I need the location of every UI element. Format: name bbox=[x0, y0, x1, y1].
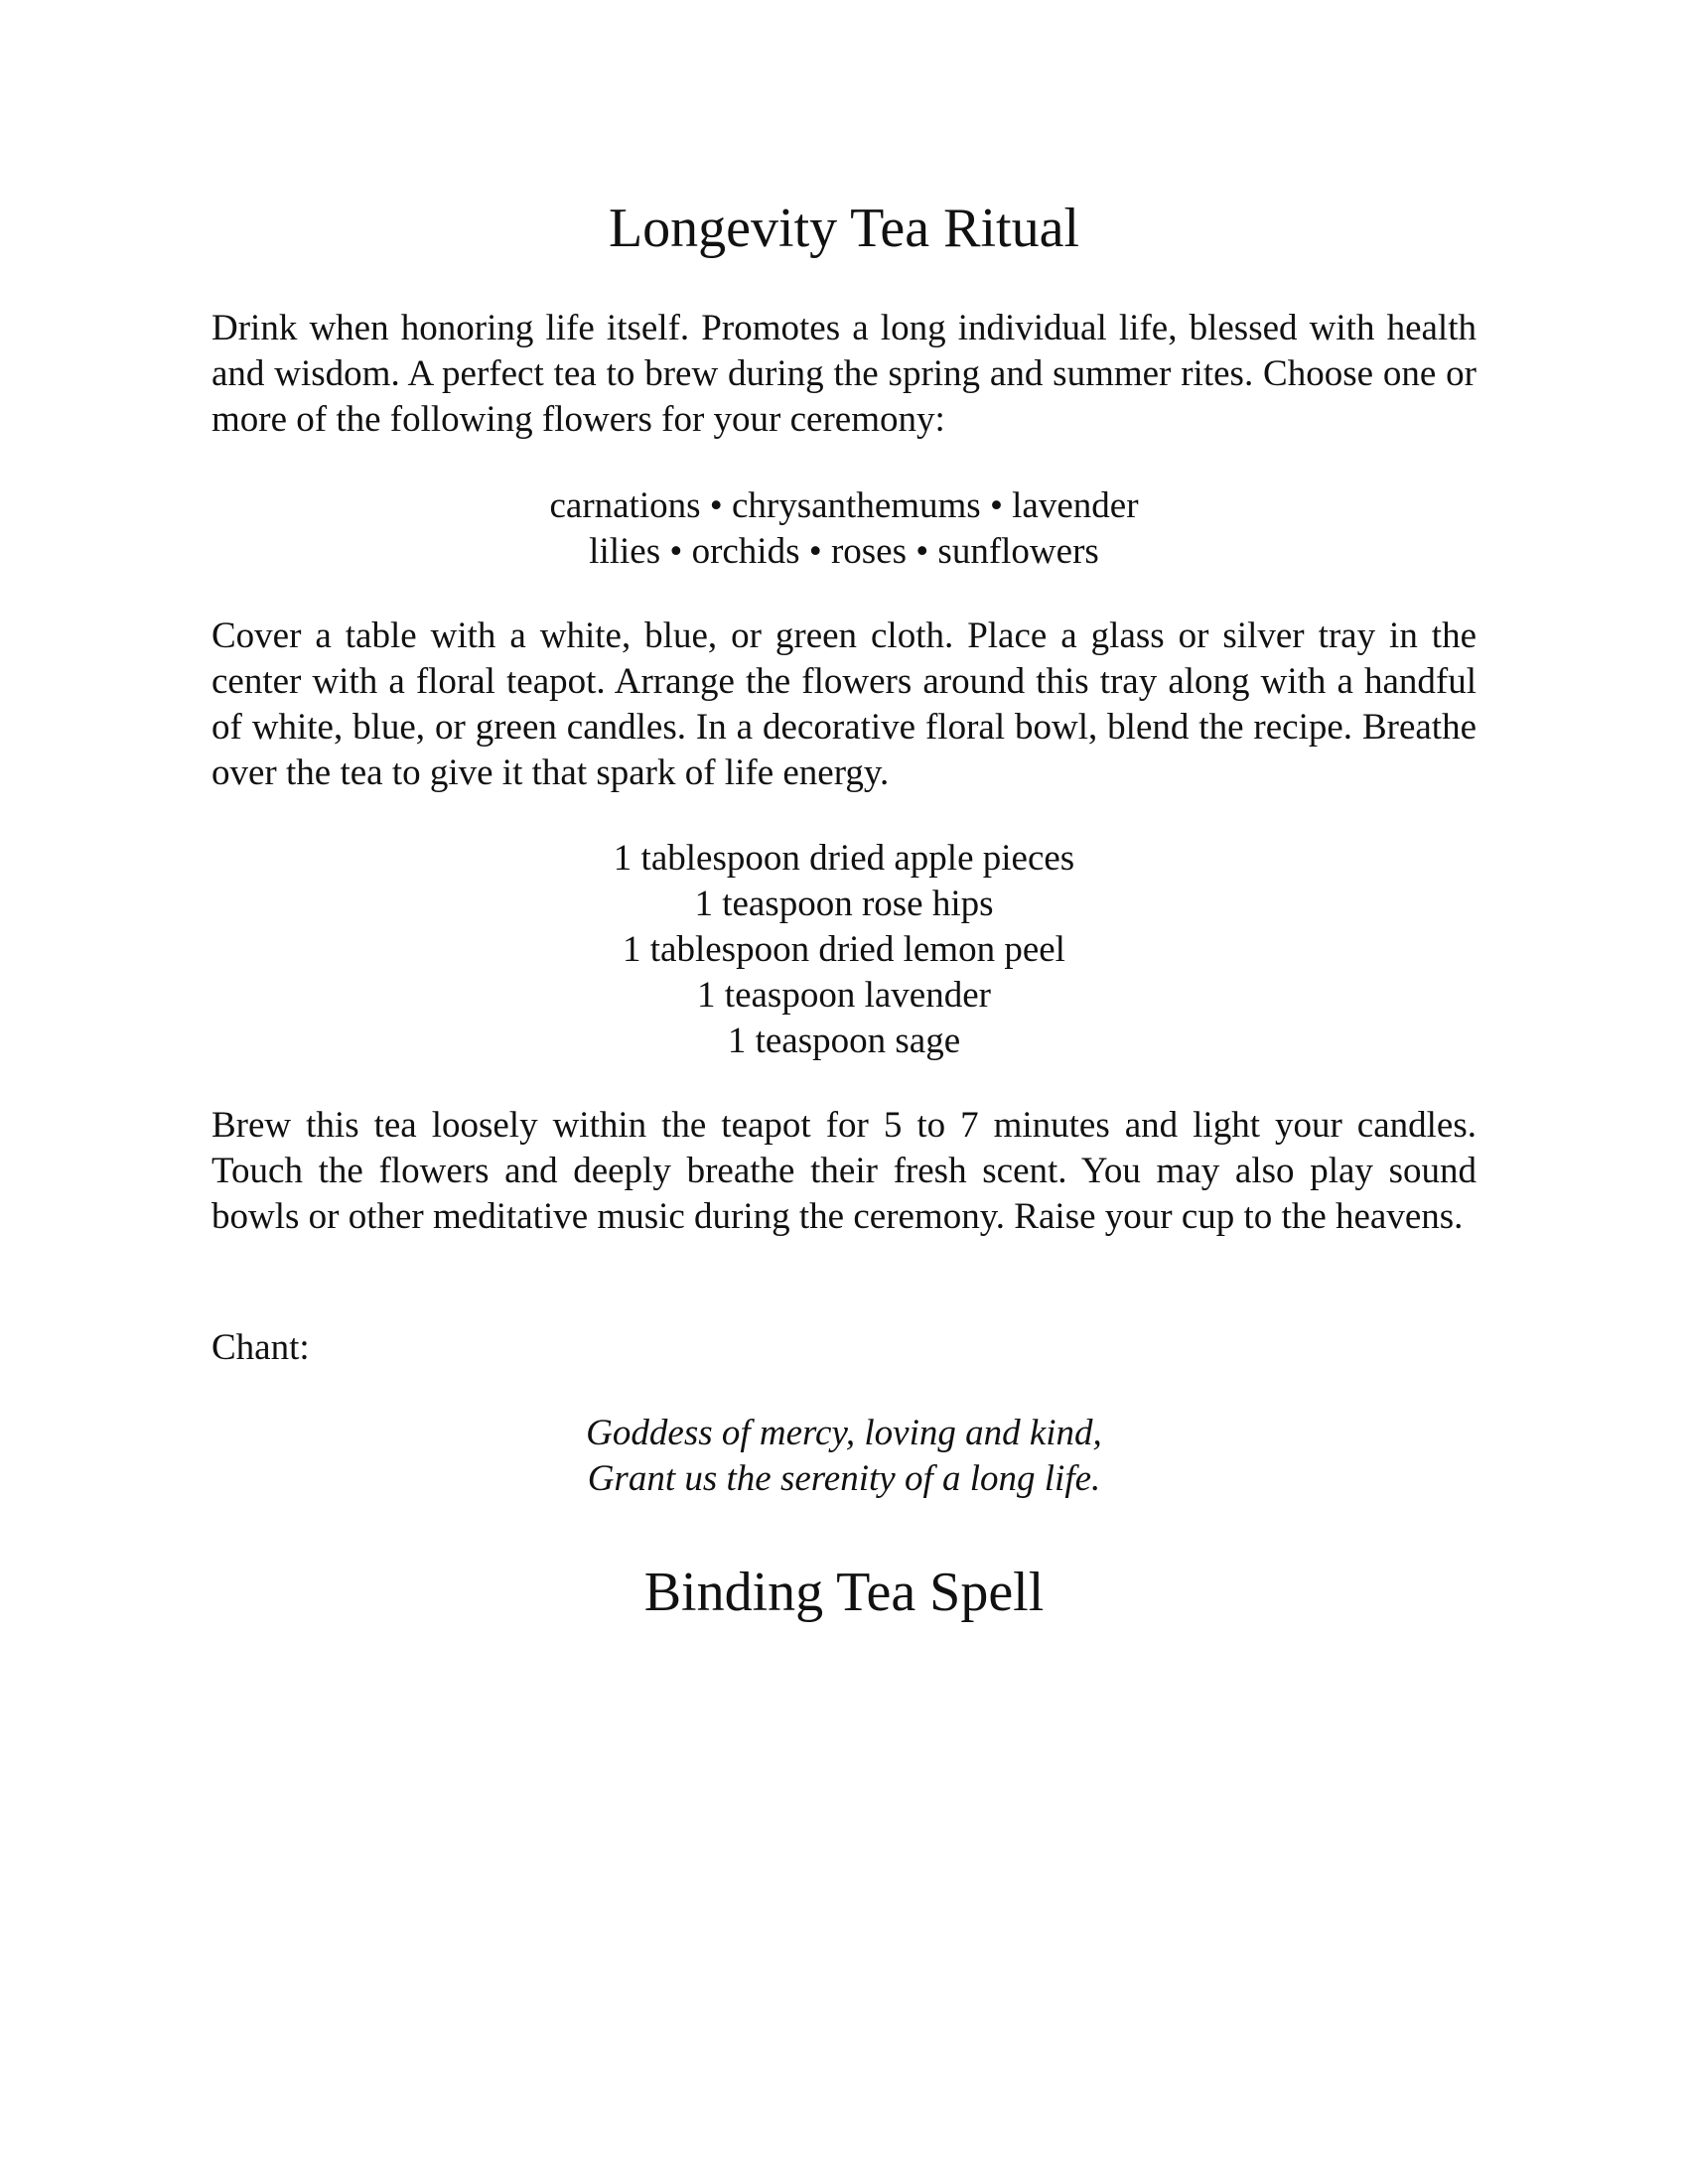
next-section-title: Binding Tea Spell bbox=[643, 1562, 1045, 1623]
chant-verse bbox=[211, 1411, 1477, 1502]
chant-line: Grant us the serenity of a long life. bbox=[587, 1458, 1101, 1499]
ingredient-item: 1 teaspoon lavender bbox=[697, 975, 991, 1016]
flower-list-line: lilies • orchids • roses • sunflowers bbox=[589, 531, 1099, 572]
ingredient-item: 1 teaspoon rose hips bbox=[694, 884, 994, 924]
setup-paragraph: Cover a table with a white, blue, or green cloth. Place a glass or silver tray in the center with a floral teapot. Arrange the flowers around this tray along with a handful of white, blue, or green candles. In a decorative floral bowl, blend the recipe. Breathe over the tea to give it that spark of life energy. bbox=[211, 615, 1477, 793]
flower-list bbox=[211, 483, 1477, 575]
ingredient-item: 1 tablespoon dried apple pieces bbox=[613, 838, 1075, 879]
chant-label: Chant: bbox=[211, 1327, 310, 1368]
brew-paragraph: Brew this tea loosely within the teapot for 5 to 7 minutes and light your candles. Touch the flowers and deeply breathe their fresh scent. You may also play sound bowls or other meditative music during the ceremony. Raise your cup to the heavens. bbox=[211, 1105, 1477, 1237]
ingredient-item: 1 teaspoon sage bbox=[727, 1021, 961, 1061]
ingredient-list bbox=[211, 836, 1477, 1064]
chant-line: Goddess of mercy, loving and kind, bbox=[586, 1413, 1102, 1453]
flower-list-line: carnations • chrysanthemums • lavender bbox=[549, 485, 1139, 526]
intro-paragraph: Drink when honoring life itself. Promotes a long individual life, blessed with health and wisdom. A perfect tea to brew during the spring and summer rites. Choose one or more of the following flowers for your ceremony: bbox=[211, 308, 1477, 440]
ingredient-item: 1 tablespoon dried lemon peel bbox=[623, 929, 1065, 970]
ritual-title: Longevity Tea Ritual bbox=[608, 198, 1080, 259]
